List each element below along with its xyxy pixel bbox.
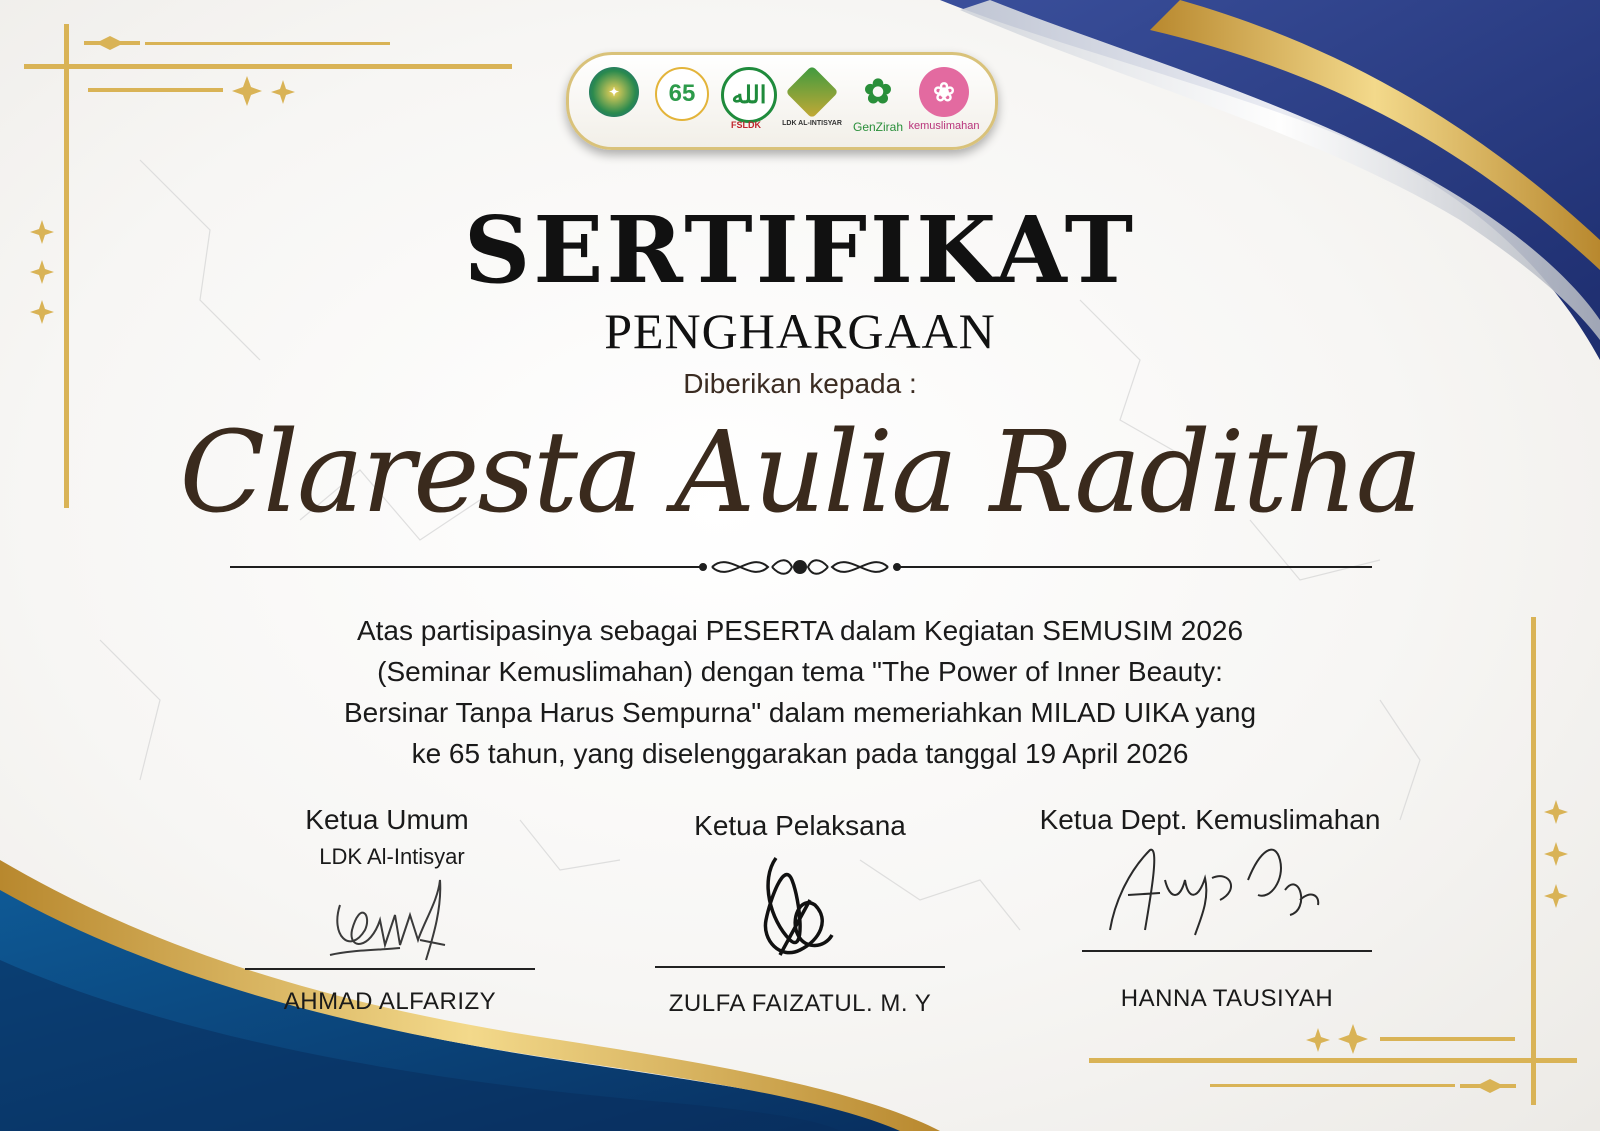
recipient-name: Claresta Aulia Raditha [179, 408, 1421, 538]
logo-banner [566, 52, 998, 150]
signatory-name: ZULFA FAIZATUL. M. Y [668, 990, 932, 1017]
description-line: Bersinar Tanpa Harus Sempurna" dalam memeriahkan MILAD UIKA yang [343, 697, 1257, 728]
description-line: (Seminar Kemuslimahan) dengan tema "The Power of Inner Beauty: [377, 656, 1223, 687]
signature-line [1082, 950, 1372, 952]
milad-65-icon: 65 [651, 65, 709, 135]
certificate-title: SERTIFIKAT [463, 196, 1137, 304]
signature-line [245, 968, 535, 970]
description [290, 610, 1310, 774]
kemuslimahan-icon: ❀ kemuslimahan [915, 65, 973, 135]
signature-1 [330, 880, 445, 960]
description-line: Atas partisipasinya sebagai PESERTA dalam Kegiatan SEMUSIM 2026 [356, 615, 1244, 646]
fsldk-icon: الله FSLDK [717, 65, 775, 135]
signature-line [655, 966, 945, 968]
name-divider-ornament [230, 560, 1372, 574]
certificate-subtitle: PENGHARGAAN [604, 303, 996, 359]
description-line: ke 65 tahun, yang diselenggarakan pada tanggal 19 April 2026 [411, 738, 1189, 769]
ldk-al-intisyar-icon: LDK AL-INTISYAR [783, 65, 841, 135]
signature-2 [765, 858, 832, 955]
signatory-role: Ketua Pelaksana [694, 810, 906, 841]
signatory-name: HANNA TAUSIYAH [1120, 985, 1334, 1012]
given-to-label: Diberikan kepada : [683, 368, 917, 399]
signatory-role: Ketua Umum [305, 804, 469, 835]
genzirah-icon: ✿ GenZirah [852, 73, 904, 134]
university-emblem-icon: ✦ [585, 65, 643, 135]
signatory-name: AHMAD ALFARIZY [283, 988, 497, 1015]
signatory-org: LDK Al-Intisyar [319, 844, 465, 869]
signatory-role: Ketua Dept. Kemuslimahan [1039, 804, 1381, 835]
signature-3 [1110, 850, 1318, 935]
